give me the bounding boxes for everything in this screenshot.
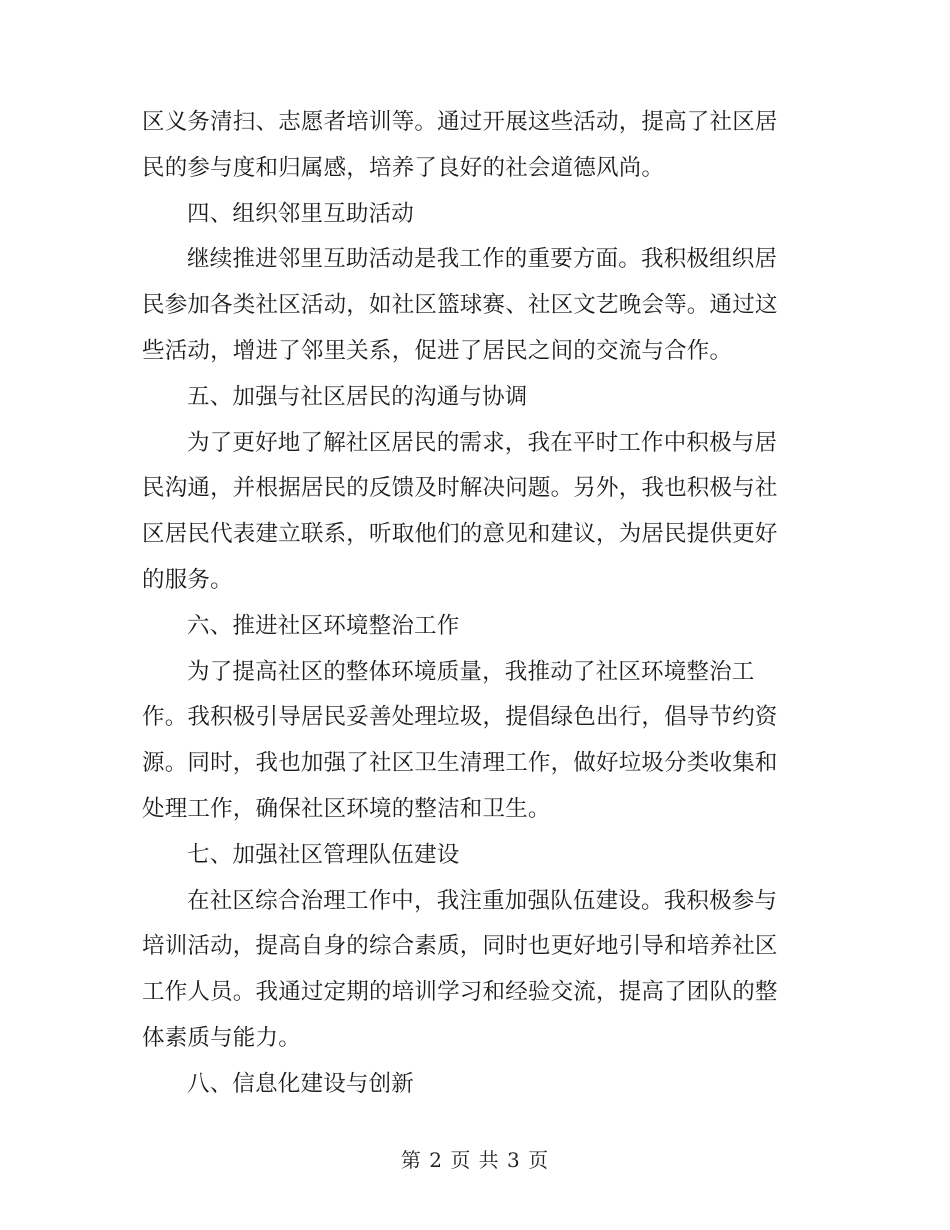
paragraph-line: 民参加各类社区活动，如社区篮球赛、社区文艺晚会等。通过这	[142, 292, 778, 319]
section-heading-5: 五、加强与社区居民的沟通与协调	[187, 383, 528, 410]
section-heading-4: 四、组织邻里互助活动	[187, 200, 415, 227]
paragraph-line: 为了更好地了解社区居民的需求，我在平时工作中积极与居	[187, 429, 778, 456]
paragraph-line: 些活动，增进了邻里关系，促进了居民之间的交流与合作。	[142, 337, 733, 364]
paragraph-line: 处理工作，确保社区环境的整洁和卫生。	[142, 795, 551, 822]
paragraph-line: 为了提高社区的整体环境质量，我推动了社区环境整治工	[187, 658, 755, 685]
section-heading-8: 八、信息化建设与创新	[187, 1070, 415, 1097]
paragraph-line: 民沟通，并根据居民的反馈及时解决问题。另外，我也积极与社	[142, 475, 778, 502]
paragraph-line: 工作人员。我通过定期的培训学习和经验交流，提高了团队的整	[142, 979, 778, 1006]
paragraph-line: 体素质与能力。	[142, 1024, 301, 1051]
section-heading-7: 七、加强社区管理队伍建设	[187, 841, 460, 868]
page-number-footer: 第 2 页 共 3 页	[400, 1148, 550, 1172]
paragraph-line: 源。同时，我也加强了社区卫生清理工作，做好垃圾分类收集和	[142, 750, 778, 777]
paragraph-line: 区居民代表建立联系，听取他们的意见和建议，为居民提供更好	[142, 521, 778, 548]
document-body	[142, 100, 807, 1108]
paragraph-line: 的服务。	[142, 566, 233, 593]
paragraph-line: 继续推进邻里互助活动是我工作的重要方面。我积极组织居	[187, 246, 778, 273]
paragraph-line: 作。我积极引导居民妥善处理垃圾，提倡绿色出行，倡导节约资	[142, 704, 778, 731]
paragraph-line: 在社区综合治理工作中，我注重加强队伍建设。我积极参与	[187, 887, 778, 914]
paragraph-line: 区义务清扫、志愿者培训等。通过开展这些活动，提高了社区居	[142, 109, 778, 135]
paragraph-line: 民的参与度和归属感，培养了良好的社会道德风尚。	[142, 154, 665, 181]
paragraph-line: 培训活动，提高自身的综合素质，同时也更好地引导和培养社区	[142, 933, 778, 960]
section-heading-6: 六、推进社区环境整治工作	[187, 612, 460, 639]
